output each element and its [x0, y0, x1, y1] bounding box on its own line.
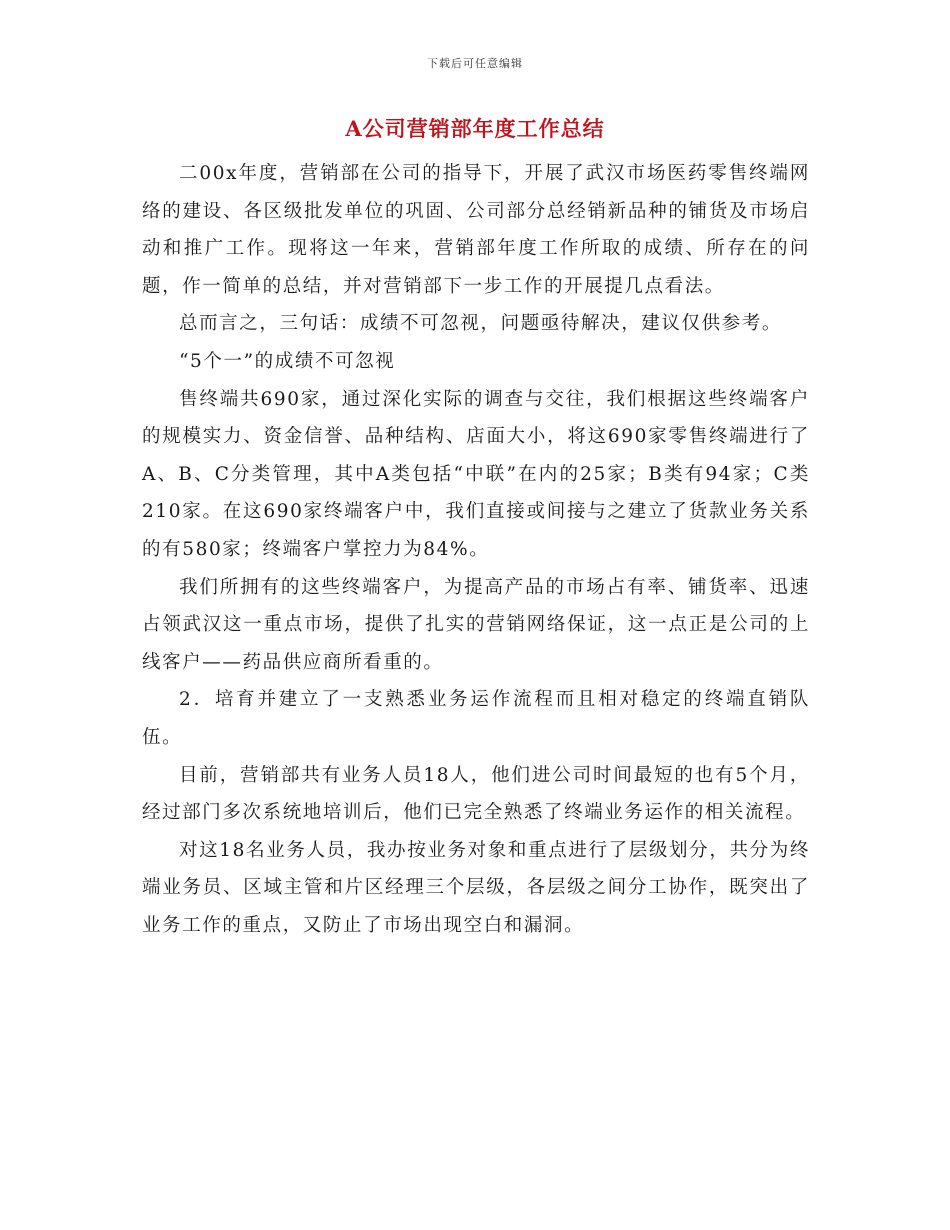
paragraph: 二00x年度，营销部在公司的指导下，开展了武汉市场医药零售终端网络的建设、各区级批发单位的巩固、公司部分总经销新品种的铺货及市场启动和推广工作。现将这一年来，营销部年度工作所取的成绩、所存在的问题，作一简单的总结，并对营销部下一步工作的开展提几点看法。	[142, 163, 810, 297]
paragraph: 目前，营销部共有业务人员18人，他们进公司时间最短的也有5个月，经过部门多次系统地培训后，他们已完全熟悉了终端业务运作的相关流程。	[142, 764, 810, 824]
document-body	[142, 155, 810, 944]
header-note: 下载后可任意编辑	[427, 57, 523, 70]
paragraph: 对这18名业务人员，我办按业务对象和重点进行了层级划分，共分为终端业务员、区域主管和片区经理三个层级，各层级之间分工协作，既突出了业务工作的重点，又防止了市场出现空白和漏洞。	[142, 839, 810, 936]
paragraph: 总而言之，三句话：成绩不可忽视，问题亟待解决，建议仅供参考。	[179, 313, 783, 335]
paragraph: 售终端共690家，通过深化实际的调查与交往，我们根据这些终端客户的规模实力、资金信誉、品种结构、店面大小，将这690家零售终端进行了A、B、C分类管理，其中A类包括“中联”在内的25家；B类有94家；C类210家。在这690家终端客户中，我们直接或间接与之建立了货款业务关系的有580家；终端客户掌控力为84%。	[142, 388, 810, 560]
paragraph: 我们所拥有的这些终端客户，为提高产品的市场占有率、铺货率、迅速占领武汉这一重点市场，提供了扎实的营销网络保证，这一点正是公司的上线客户——药品供应商所看重的。	[142, 576, 810, 673]
numbered-paragraph: 2．培育并建立了一支熟悉业务运作流程而且相对稳定的终端直销队伍。	[142, 689, 810, 748]
document-title: A公司营销部年度工作总结	[345, 116, 605, 141]
section-heading: “5个一”的成绩不可忽视	[179, 350, 396, 372]
